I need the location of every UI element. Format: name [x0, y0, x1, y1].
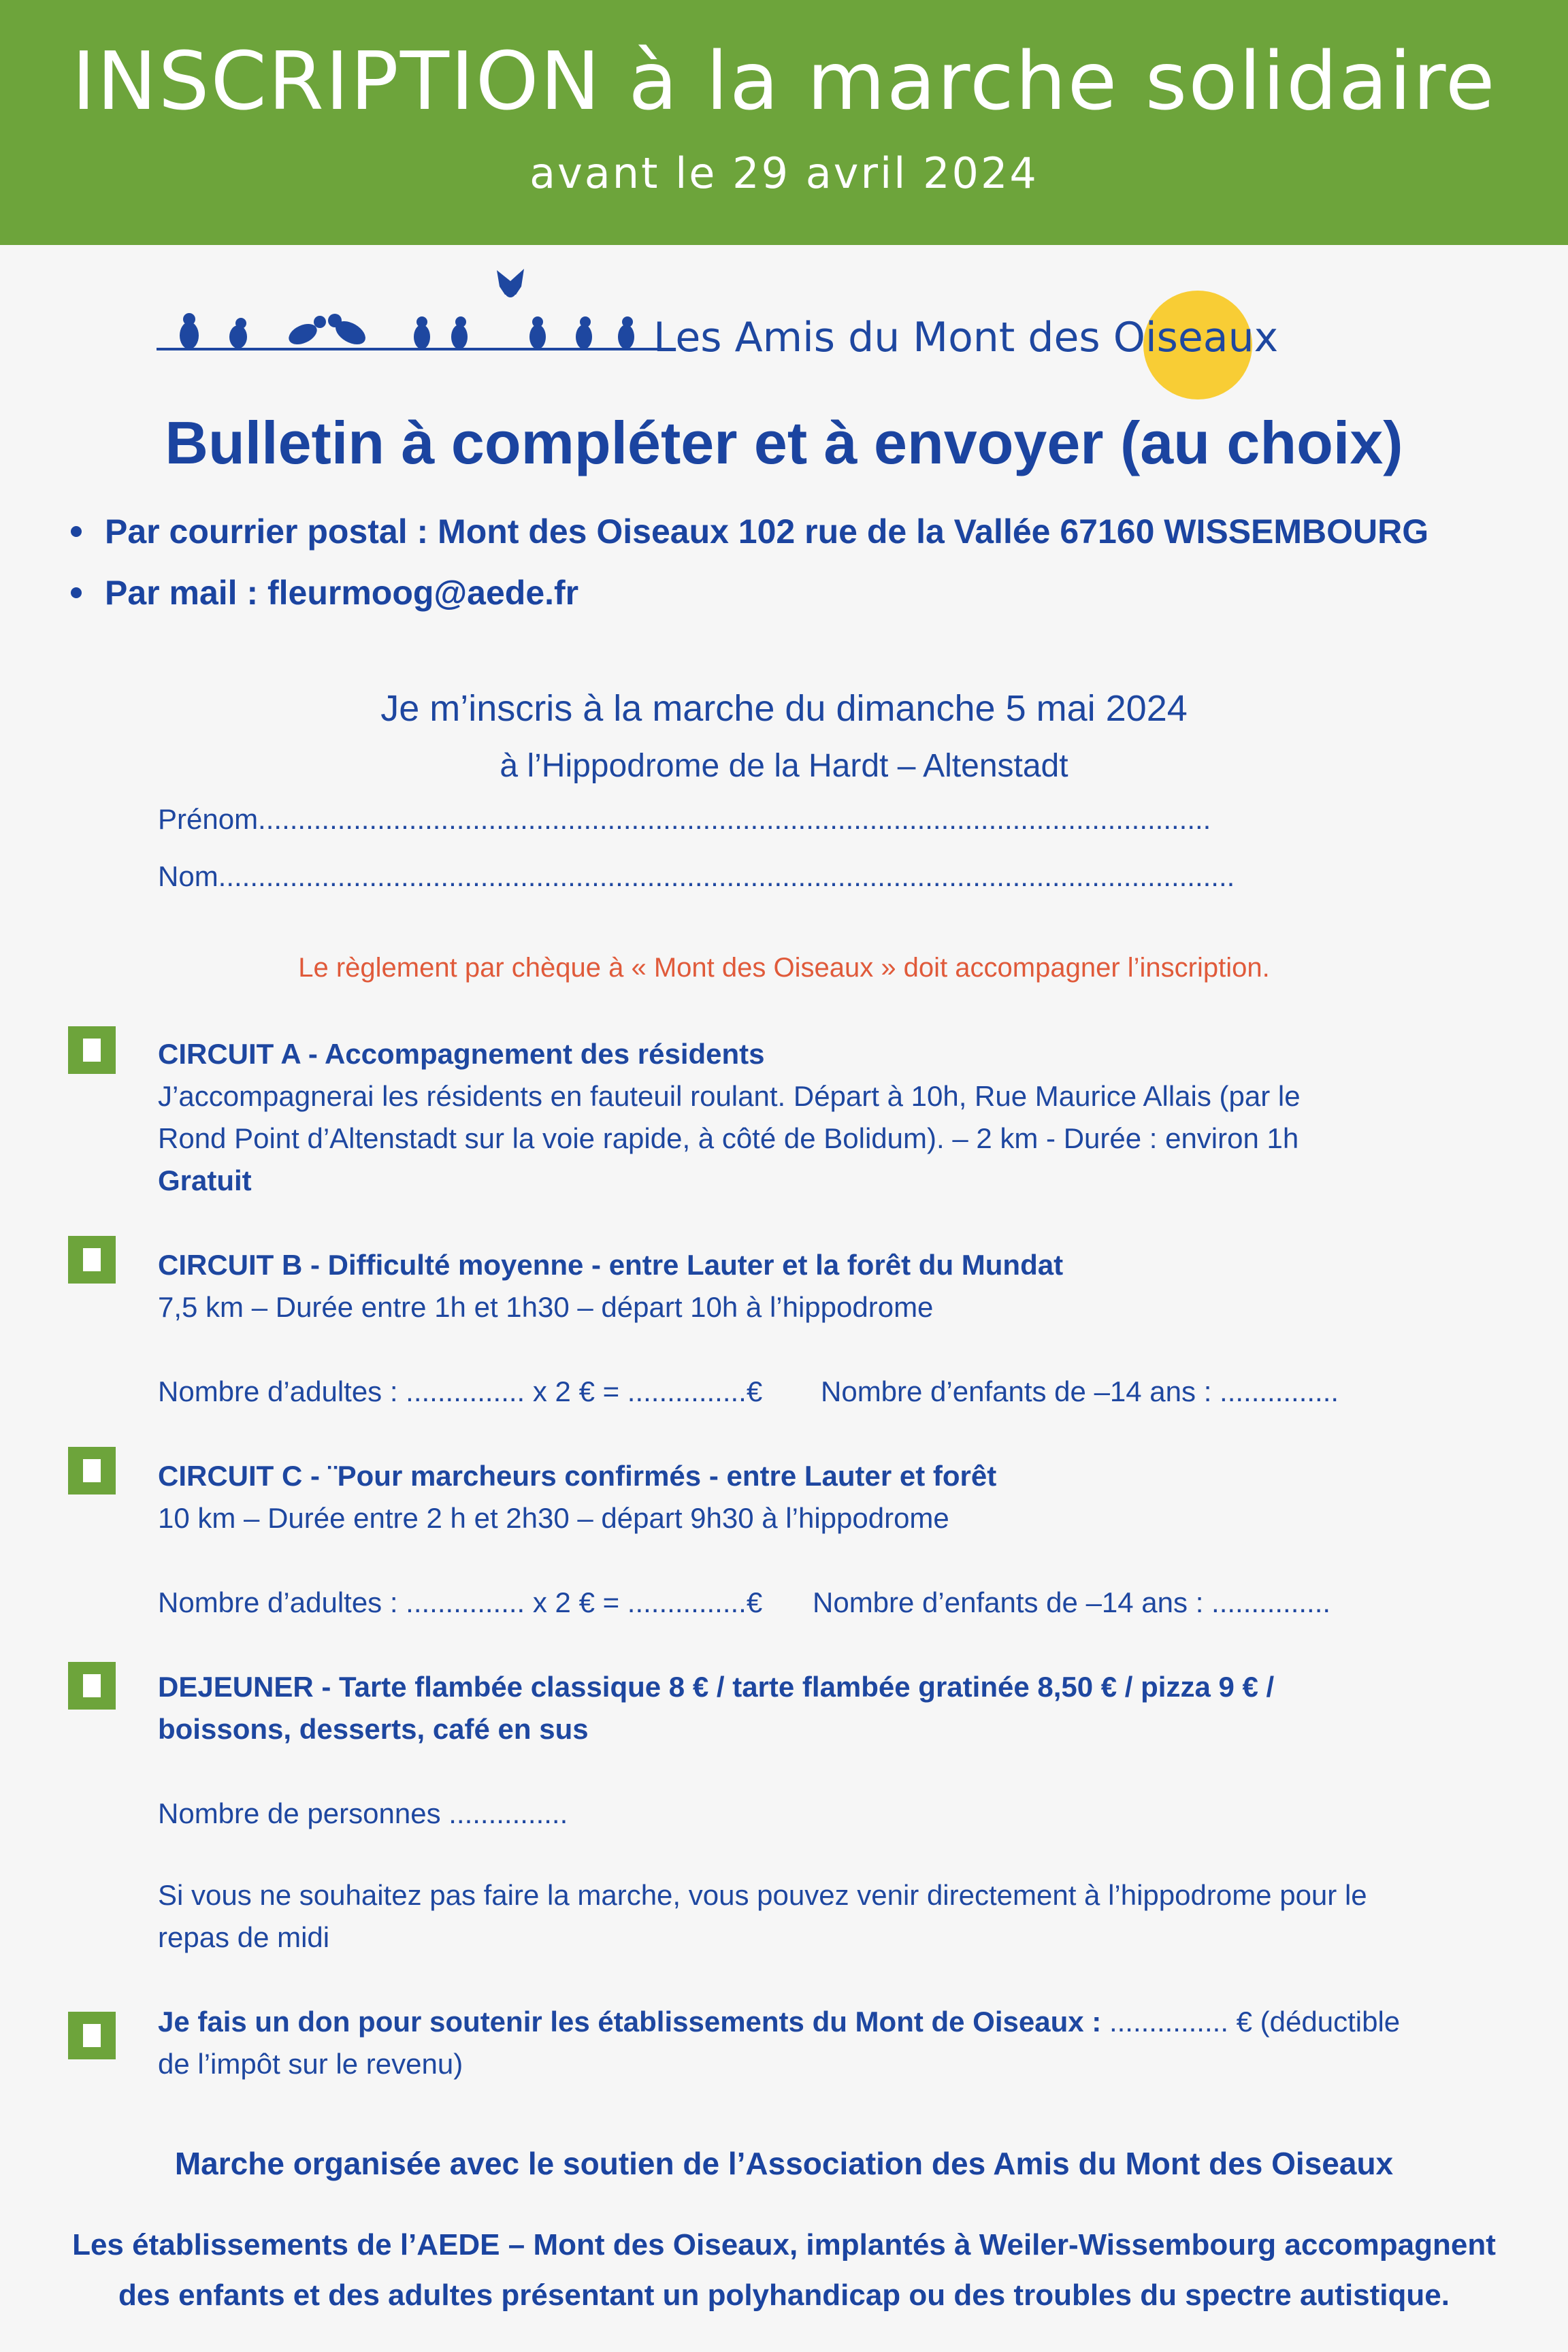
circuit-b-checkbox[interactable]	[68, 1236, 116, 1284]
don-label: Je fais un don pour soutenir les établissements du Mont de Oiseaux :	[158, 2006, 1102, 2038]
don-amount: ............... € (déductible	[1101, 2006, 1401, 2038]
payment-note: Le règlement par chèque à « Mont des Oiseaux » doit accompagner l’inscription.	[298, 953, 1270, 983]
circuit-c-adults[interactable]: Nombre d’adultes : ............... x 2 € = ...............€	[158, 1586, 763, 1618]
footer-description: Les établissements de l’AEDE – Mont des Oiseaux, implantés à Weiler-Wissembourg accompagnent	[72, 2228, 1496, 2261]
dejeuner-note: Si vous ne souhaitez pas faire la marche, vous pouvez venir directement à l’hippodrome pour le	[158, 1879, 1367, 1911]
circuit-a-checkbox[interactable]	[68, 1026, 116, 1074]
circuit-b-details: 7,5 km – Durée entre 1h et 1h30 – départ 10h à l’hippodrome	[158, 1291, 934, 1323]
footer-description-cont: des enfants et des adultes présentant un polyhandicap ou des troubles du spectre autistique.	[118, 2278, 1450, 2312]
bulletin-title: Bulletin à compléter et à envoyer (au choix)	[165, 409, 1403, 476]
birds-on-wire-icon	[157, 262, 674, 371]
circuit-a-price: Gratuit	[158, 1164, 252, 1196]
prenom-field[interactable]: Prénom........................................................................................................................	[158, 803, 1211, 835]
circuit-c-checkbox[interactable]	[68, 1447, 116, 1494]
deadline-subtitle: avant le 29 avril 2024	[529, 148, 1039, 198]
circuit-b-title: CIRCUIT B - Difficulté moyenne - entre Lauter et la forêt du Mundat	[158, 1249, 1064, 1281]
don-checkbox[interactable]	[68, 2012, 116, 2059]
dejeuner-checkbox[interactable]	[68, 1662, 116, 1710]
bullet-icon	[71, 526, 82, 537]
event-location: à l’Hippodrome de la Hardt – Altenstadt	[500, 748, 1068, 784]
list-item	[71, 512, 1428, 551]
postal-option: Par courrier postal : Mont des Oiseaux 102 rue de la Vallée 67160 WISSEMBOURG	[105, 512, 1429, 551]
dejeuner-persons[interactable]: Nombre de personnes ...............	[158, 1797, 568, 1829]
circuit-b-adults[interactable]: Nombre d’adultes : ............... x 2 € = ...............€	[158, 1375, 763, 1407]
email-option: Par mail : fleurmoog@aede.fr	[105, 574, 579, 612]
don-line[interactable]	[158, 2001, 1400, 2043]
dejeuner-title: DEJEUNER - Tarte flambée classique 8 € / tarte flambée gratinée 8,50 € / pizza 9 € /	[158, 1671, 1275, 1703]
circuit-a-line2: Rond Point d’Altenstadt sur la voie rapide, à côté de Bolidum). – 2 km - Durée : environ 1h	[158, 1122, 1299, 1154]
list-item	[71, 573, 578, 612]
bullet-icon	[71, 587, 82, 598]
dejeuner-title-cont: boissons, desserts, café en sus	[158, 1713, 589, 1745]
event-title: Je m’inscris à la marche du dimanche 5 mai 2024	[380, 688, 1188, 729]
nom-field[interactable]: Nom................................................................................................................................	[158, 860, 1235, 892]
circuit-c-children[interactable]: Nombre d’enfants de –14 ans : ...............	[813, 1586, 1331, 1618]
circuit-c-title: CIRCUIT C - ¨Pour marcheurs confirmés - entre Lauter et forêt	[158, 1460, 997, 1492]
association-logo	[157, 262, 1354, 371]
circuit-a-line1: J’accompagnerai les résidents en fauteuil roulant. Départ à 10h, Rue Maurice Allais (par le	[158, 1080, 1301, 1112]
association-name: Les Amis du Mont des Oiseaux	[653, 314, 1279, 361]
circuit-a-title: CIRCUIT A - Accompagnement des résidents	[158, 1038, 765, 1070]
circuit-c-details: 10 km – Durée entre 2 h et 2h30 – départ 9h30 à l’hippodrome	[158, 1502, 949, 1534]
footer-support: Marche organisée avec le soutien de l’Association des Amis du Mont des Oiseaux	[174, 2146, 1394, 2181]
page-title: INSCRIPTION à la marche solidaire	[71, 34, 1497, 128]
dejeuner-note-cont: repas de midi	[158, 1921, 330, 1953]
don-line2: de l’impôt sur le revenu)	[158, 2048, 463, 2080]
circuit-b-children[interactable]: Nombre d’enfants de –14 ans : ...............	[821, 1375, 1339, 1407]
